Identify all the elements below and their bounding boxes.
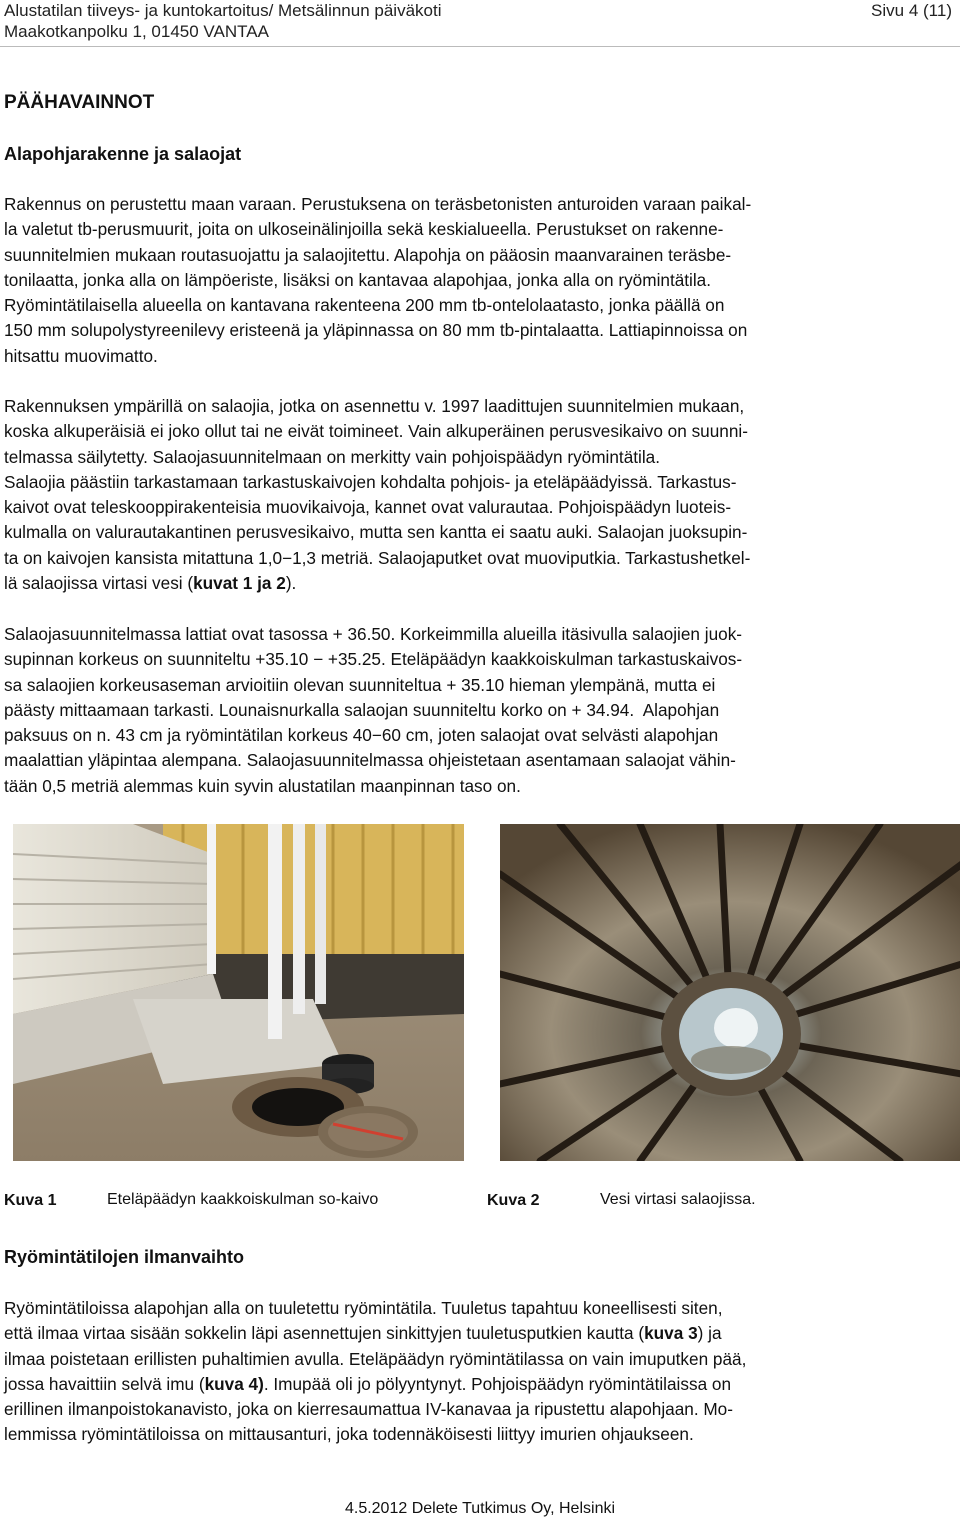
text-segment: että ilmaa virtaa sisään sokkelin läpi asennettujen sinkittyjen tuuletusputkien kautta ( [4,1323,645,1344]
figure1-caption: Eteläpäädyn kaakkoiskulman so-kaivo [107,1191,379,1208]
text-line [4,546,750,571]
text-line [4,419,750,444]
paragraph-foundation [4,192,751,369]
paragraph-ventilation [4,1296,746,1448]
text-line: maalattian yläpintaa alempana. Salaojasuunnitelmassa ohjeistetaan asentamaan salaojat vähin- [4,750,736,771]
footer-text: 4.5.2012 Delete Tutkimus Oy, Helsinki [344,1500,616,1517]
text-line: tonilaatta, jonka alla on lämpöeriste, lisäksi on kantavaa alapohjaa, jonka alla on ryömintätila. [4,269,712,290]
paragraph-drain-levels [4,622,742,799]
text-segment: telmassa säilytetty. Salaojasuunnitelmaan on merkitty vain pohjoispäädyn ryömintätila. [4,446,661,467]
paragraph-drains [4,394,750,596]
text-line: Salaojasuunnitelmassa lattiat ovat tasossa + 36.50. Korkeimmilla alueilla itäsivulla salaojien juok- [4,624,743,644]
text-line: tään 0,5 metriä alemmas kuin syvin alustatilan maanpinnan taso on. [4,775,521,796]
text-line: paksuus on n. 43 cm ja ryömintätilan korkeus 40−60 cm, joten salaojat ovat selvästi alapohjan [4,725,719,746]
text-segment: kulmalla on valurautakantinen perusvesikaivo, mutta sen kantta ei saatu auki. Salaojan juoksupin- [4,522,748,543]
bold-reference: kuva 4) [204,1373,264,1394]
text-segment: erillinen ilmanpoistokanavisto, joka on kierresaumattua IV-kanavaa ja ripustettu alapohjaan. Mo- [4,1399,733,1420]
text-line [4,1321,746,1346]
text-line [4,445,750,470]
text-segment: . Imupää oli jo pölyyntynyt. Pohjoispäädyn ryömintätilaissa on [263,1373,732,1394]
text-line [4,495,750,520]
text-line [4,1347,746,1372]
text-segment: koska alkuperäisiä ei joko ollut tai ne eivät toimineet. Vain alkuperäinen perusvesikaivo on suunni- [4,421,748,442]
photo-drain-pipe [500,824,960,1161]
text-segment: lä salaojissa virtasi vesi ( [4,573,194,594]
text-line: hitsattu muovimatto. [4,345,158,366]
text-segment: Ryömintätiloissa alapohjan alla on tuuletettu ryömintätila. Tuuletus tapahtuu koneellisesti siten, [4,1298,723,1318]
subsection-title-ventilation: Ryömintätilojen ilmanvaihto [4,1247,245,1267]
text-line [4,1296,746,1321]
text-segment: kaivot ovat teleskooppirakenteisia muovikaivoja, kannet ovat valurautaa. Pohjoispäädyn luoteis- [4,497,732,518]
page-number: Sivu 4 (11) [871,1,952,20]
text-line: sa salaojien korkeusaseman arvioitiin olevan suunniteltua + 35.10 hieman ylempänä, mutta ei [4,674,716,695]
text-segment: lemmissa ryömintätiloissa on mittausanturi, joka todennäköisesti liittyy imurien ohjaukseen. [4,1424,694,1445]
text-segment: jossa havaittiin selvä imu ( [4,1373,205,1394]
photo-inspection-well [13,824,464,1161]
text-line: Ryömintätilaisella alueella on kantavana rakenteena 200 mm tb-ontelolaatasto, jonka päällä on [4,295,725,316]
figure2-caption: Vesi virtasi salaojissa. [600,1191,756,1208]
text-segment: Salaojia päästiin tarkastamaan tarkastuskaivojen kohdalta pohjois- ja eteläpäädyissä. Tarkastus- [4,471,737,492]
text-segment: ta on kaivojen kansista mitattuna 1,0−1,3 metriä. Salaojaputket ovat muoviputkia. Tarkastushetkel- [4,547,751,568]
text-line [4,520,750,545]
header-title: Alustatilan tiiveys- ja kuntokartoitus/ Metsälinnun päiväkoti [4,1,442,20]
text-line [4,394,750,419]
header-divider [0,46,960,47]
text-line: Rakennus on perustettu maan varaan. Perustuksena on teräsbetonisten anturoiden varaan paikal- [4,194,752,214]
bold-reference: kuvat 1 ja 2 [193,573,286,594]
figure1-label: Kuva 1 [4,1192,57,1209]
bold-reference: kuva 3 [644,1323,698,1344]
text-segment: ilmaa poistetaan erillisten puhaltimien avulla. Eteläpäädyn ryömintätilassa on vain imuputken pää, [4,1348,747,1369]
text-line: päästy mittaamaan tarkasti. Lounaisnurkalla salaojan suunniteltu korko on + 34.94. Alapohjan [4,699,720,720]
text-segment: ) ja [697,1323,722,1344]
text-line [4,571,750,596]
header-address: Maakotkanpolku 1, 01450 VANTAA [4,22,269,41]
text-line [4,1422,746,1447]
text-segment: Rakennuksen ympärillä on salaojia, jotka on asennettu v. 1997 laadittujen suunnitelmien mukaan, [4,396,745,416]
text-line: suunnitelmien mukaan routasuojattu ja salaojitettu. Alapohja on pääosin maanvarainen teräsbe- [4,244,732,265]
text-line: la valetut tb-perusmuurit, joita on ulkoseinälinjoilla sekä keskialueella. Perustukset on rakenne- [4,219,724,240]
text-line [4,470,750,495]
subsection-title-drainage: Alapohjarakenne ja salaojat [4,144,242,164]
figure2-label: Kuva 2 [487,1192,540,1209]
text-line: 150 mm solupolystyreenilevy eristeenä ja yläpinnassa on 80 mm tb-pintalaatta. Lattiapinnoissa on [4,320,748,341]
text-segment: ). [285,573,297,594]
text-line [4,1397,746,1422]
section-title: PÄÄHAVAINNOT [4,92,155,113]
text-line: supinnan korkeus on suunniteltu +35.10 − +35.25. Eteläpäädyn kaakkoiskulman tarkastuskaivos- [4,649,743,670]
text-line [4,1372,746,1397]
